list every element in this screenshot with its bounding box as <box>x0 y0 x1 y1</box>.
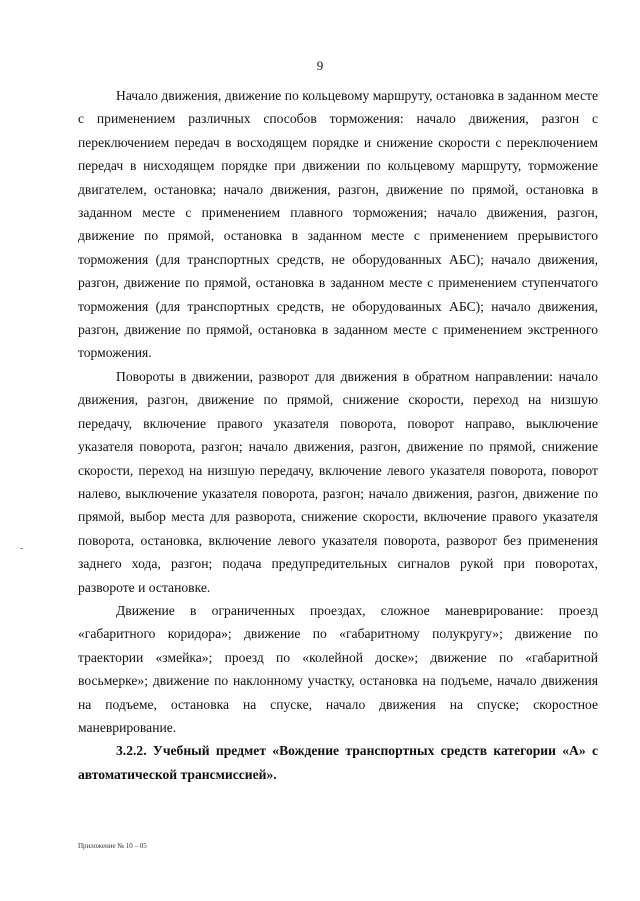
section-heading: 3.2.2. Учебный предмет «Вождение транспортных средств категории «А» с автоматической трансмиссией». <box>78 743 598 782</box>
scan-artifact <box>20 548 23 549</box>
page-number: 9 <box>316 58 324 73</box>
paragraph-maneuvering: Движение в ограниченных проездах, сложное маневрирование: проезд «габаритного коридора»; движение по «габаритному полукругу»; движение по траектории «змейка»; проезд по «колейной доске»; движение по «габаритной восьмерке»; движение по наклонному участку, остановка на подъеме, начало движения на подъеме, остановка на спуске, начало движения на спуске; скоростное маневрирование. <box>78 602 598 735</box>
paragraph-turns: Повороты в движении, разворот для движения в обратном направлении: начало движения, разгон, движение по прямой, снижение скорости, переход на низшую передачу, включение правого указателя поворота, поворот направо, выключение указателя поворота, разгон; начало движения, разгон, движение по прямой, снижение скорости, переход на низшую передачу, включение левого указателя поворота, поворот налево, выключение указателя поворота, разгон; начало движения, разгон, движение по прямой, выбор места для разворота, снижение скорости, включение правого указателя поворота, остановка, включение левого указателя поворота, разворот без применения заднего хода, разгон; подача предупредительных сигналов рукой при поворотах, развороте и остановке. <box>78 368 598 595</box>
document-body <box>78 84 598 786</box>
paragraph-braking: Начало движения, движение по кольцевому маршруту, остановка в заданном месте с применением различных способов торможения: начало движения, разгон с переключением передач в восходящем порядке и снижение скорости с переключением передач в нисходящем порядке при движении по кольцевому маршруту, торможение двигателем, остановка; начало движения, разгон, движение по прямой, остановка в заданном месте с применением плавного торможения; начало движения, разгон, движение по прямой, остановка в заданном месте с применением прерывистого торможения (для транспортных средств, не оборудованных АБС); начало движения, разгон, движение по прямой, остановка в заданном месте с применением ступенчатого торможения (для транспортных средств, не оборудованных АБС); начало движения, разгон, движение по прямой, остановка в заданном месте с применением экстренного торможения. <box>78 88 598 361</box>
footer-note: Приложение № 10 – 05 <box>78 842 147 850</box>
